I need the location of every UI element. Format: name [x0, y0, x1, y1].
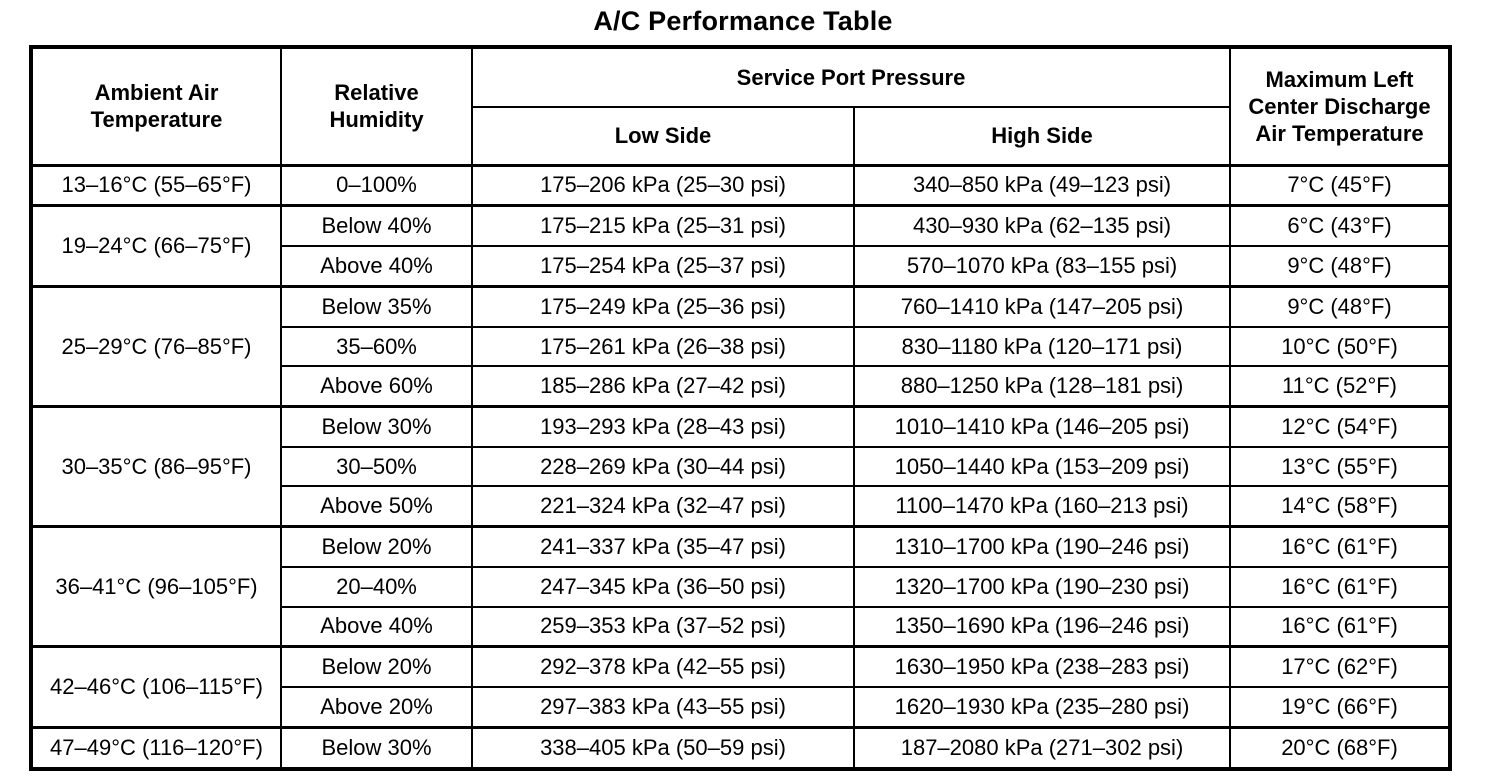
low-side-pressure-cell: 241–337 kPa (35–47 psi): [472, 527, 854, 567]
discharge-air-temperature-cell: 13°C (55°F): [1230, 447, 1450, 487]
ambient-temperature-cell: 13–16°C (55–65°F): [31, 165, 281, 206]
high-side-pressure-cell: 760–1410 kPa (147–205 psi): [854, 286, 1230, 326]
table-row: [31, 165, 1450, 206]
discharge-air-temperature-cell: 9°C (48°F): [1230, 286, 1450, 326]
discharge-air-temperature-cell: 19°C (66°F): [1230, 687, 1450, 727]
ambient-temperature-cell: 19–24°C (66–75°F): [31, 206, 281, 287]
table-row: [31, 647, 1450, 687]
table-row: [31, 407, 1450, 447]
header-high-side: High Side: [854, 107, 1230, 165]
header-service-port-pressure: Service Port Pressure: [472, 47, 1230, 107]
table-body: [31, 165, 1450, 769]
high-side-pressure-cell: 570–1070 kPa (83–155 psi): [854, 246, 1230, 286]
discharge-air-temperature-cell: 9°C (48°F): [1230, 246, 1450, 286]
low-side-pressure-cell: 221–324 kPa (32–47 psi): [472, 486, 854, 526]
high-side-pressure-cell: 880–1250 kPa (128–181 psi): [854, 366, 1230, 406]
high-side-pressure-cell: 1620–1930 kPa (235–280 psi): [854, 687, 1230, 727]
header-max-discharge-air-temperature: Maximum Left Center Discharge Air Temperature: [1230, 47, 1450, 165]
relative-humidity-cell: Below 40%: [281, 206, 472, 246]
ambient-temperature-cell: 30–35°C (86–95°F): [31, 407, 281, 527]
low-side-pressure-cell: 297–383 kPa (43–55 psi): [472, 687, 854, 727]
high-side-pressure-cell: 1100–1470 kPa (160–213 psi): [854, 486, 1230, 526]
high-side-pressure-cell: 1320–1700 kPa (190–230 psi): [854, 567, 1230, 607]
discharge-air-temperature-cell: 17°C (62°F): [1230, 647, 1450, 687]
high-side-pressure-cell: 187–2080 kPa (271–302 psi): [854, 727, 1230, 769]
discharge-air-temperature-cell: 20°C (68°F): [1230, 727, 1450, 769]
ac-performance-table: [29, 45, 1452, 771]
low-side-pressure-cell: 259–353 kPa (37–52 psi): [472, 607, 854, 647]
discharge-air-temperature-cell: 10°C (50°F): [1230, 327, 1450, 367]
header-ambient-air-temperature: Ambient Air Temperature: [31, 47, 281, 165]
low-side-pressure-cell: 338–405 kPa (50–59 psi): [472, 727, 854, 769]
discharge-air-temperature-cell: 16°C (61°F): [1230, 567, 1450, 607]
low-side-pressure-cell: 185–286 kPa (27–42 psi): [472, 366, 854, 406]
low-side-pressure-cell: 175–206 kPa (25–30 psi): [472, 165, 854, 206]
discharge-air-temperature-cell: 16°C (61°F): [1230, 527, 1450, 567]
discharge-air-temperature-cell: 6°C (43°F): [1230, 206, 1450, 246]
relative-humidity-cell: 35–60%: [281, 327, 472, 367]
high-side-pressure-cell: 1310–1700 kPa (190–246 psi): [854, 527, 1230, 567]
relative-humidity-cell: Above 20%: [281, 687, 472, 727]
ambient-temperature-cell: 42–46°C (106–115°F): [31, 647, 281, 728]
low-side-pressure-cell: 292–378 kPa (42–55 psi): [472, 647, 854, 687]
discharge-air-temperature-cell: 16°C (61°F): [1230, 607, 1450, 647]
relative-humidity-cell: Above 40%: [281, 607, 472, 647]
high-side-pressure-cell: 1050–1440 kPa (153–209 psi): [854, 447, 1230, 487]
discharge-air-temperature-cell: 12°C (54°F): [1230, 407, 1450, 447]
table-row: [31, 527, 1450, 567]
relative-humidity-cell: Above 40%: [281, 246, 472, 286]
high-side-pressure-cell: 430–930 kPa (62–135 psi): [854, 206, 1230, 246]
relative-humidity-cell: 20–40%: [281, 567, 472, 607]
relative-humidity-cell: Below 30%: [281, 407, 472, 447]
ambient-temperature-cell: 25–29°C (76–85°F): [31, 286, 281, 406]
table-row: [31, 206, 1450, 246]
discharge-air-temperature-cell: 11°C (52°F): [1230, 366, 1450, 406]
low-side-pressure-cell: 247–345 kPa (36–50 psi): [472, 567, 854, 607]
relative-humidity-cell: Below 20%: [281, 647, 472, 687]
table-row: [31, 727, 1450, 769]
low-side-pressure-cell: 228–269 kPa (30–44 psi): [472, 447, 854, 487]
relative-humidity-cell: Below 30%: [281, 727, 472, 769]
ambient-temperature-cell: 47–49°C (116–120°F): [31, 727, 281, 769]
high-side-pressure-cell: 1630–1950 kPa (238–283 psi): [854, 647, 1230, 687]
ambient-temperature-cell: 36–41°C (96–105°F): [31, 527, 281, 647]
high-side-pressure-cell: 1350–1690 kPa (196–246 psi): [854, 607, 1230, 647]
relative-humidity-cell: 0–100%: [281, 165, 472, 206]
relative-humidity-cell: Above 50%: [281, 486, 472, 526]
low-side-pressure-cell: 175–254 kPa (25–37 psi): [472, 246, 854, 286]
low-side-pressure-cell: 193–293 kPa (28–43 psi): [472, 407, 854, 447]
table-row: [31, 286, 1450, 326]
high-side-pressure-cell: 1010–1410 kPa (146–205 psi): [854, 407, 1230, 447]
page-title: A/C Performance Table: [593, 6, 893, 36]
low-side-pressure-cell: 175–215 kPa (25–31 psi): [472, 206, 854, 246]
header-low-side: Low Side: [472, 107, 854, 165]
discharge-air-temperature-cell: 14°C (58°F): [1230, 486, 1450, 526]
table-header: [31, 47, 1450, 165]
low-side-pressure-cell: 175–261 kPa (26–38 psi): [472, 327, 854, 367]
low-side-pressure-cell: 175–249 kPa (25–36 psi): [472, 286, 854, 326]
relative-humidity-cell: Above 60%: [281, 366, 472, 406]
relative-humidity-cell: Below 20%: [281, 527, 472, 567]
discharge-air-temperature-cell: 7°C (45°F): [1230, 165, 1450, 206]
high-side-pressure-cell: 830–1180 kPa (120–171 psi): [854, 327, 1230, 367]
relative-humidity-cell: 30–50%: [281, 447, 472, 487]
relative-humidity-cell: Below 35%: [281, 286, 472, 326]
header-relative-humidity: Relative Humidity: [281, 47, 472, 165]
high-side-pressure-cell: 340–850 kPa (49–123 psi): [854, 165, 1230, 206]
